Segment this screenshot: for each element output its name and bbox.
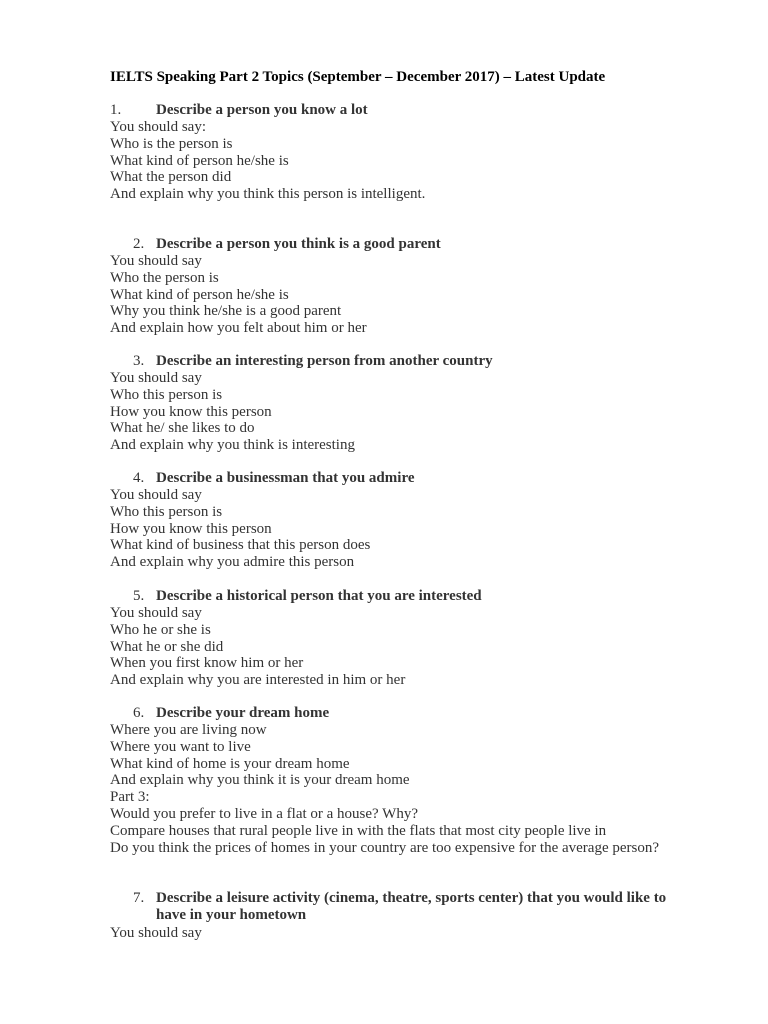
topic-heading (0, 236, 768, 253)
topic-line: What kind of person he/she is (110, 286, 289, 303)
topic-line: And explain why you think this person is intelligent. (110, 186, 426, 203)
topic-line: You should say (110, 487, 202, 503)
topic-heading (0, 705, 768, 722)
topic-line: What kind of home is your dream home (110, 755, 350, 772)
topic-line: You should say (110, 925, 202, 941)
topic-title: Describe a historical person that you are interested (156, 588, 482, 604)
topic-line: And explain why you admire this person (110, 554, 355, 571)
topic-title: Describe your dream home (156, 705, 330, 721)
topic-line: When you first know him or her (110, 655, 304, 672)
topic-line: What kind of person he/she is (110, 152, 289, 169)
topic-number: 2. (133, 236, 145, 252)
topic-title: Describe a person you know a lot (156, 102, 368, 118)
topic-heading (0, 353, 768, 370)
topic-line: You should say: (110, 119, 206, 135)
topic-number: 6. (133, 705, 145, 721)
topic-line: Why you think he/she is a good parent (110, 303, 342, 320)
topic-line: Who is the person is (110, 135, 233, 152)
topic-title: Describe a leisure activity (cinema, theatre, sports center) that you would like to have in your hometown (156, 890, 667, 923)
topic-line: What the person did (110, 169, 232, 186)
topic-1 (0, 102, 768, 203)
topic-line: You should say (110, 253, 202, 269)
topic-line: Where you want to live (110, 738, 251, 755)
topic-line: And explain why you think it is your dream home (110, 772, 410, 789)
topic-heading (0, 470, 768, 487)
topic-heading (0, 588, 768, 605)
topic-line: And explain why you are interested in him or her (110, 672, 406, 689)
topic-title: Describe an interesting person from another country (156, 353, 493, 369)
topic-number: 1. (110, 102, 122, 118)
topic-number: 3. (133, 353, 145, 369)
topic-line: Who the person is (110, 269, 219, 286)
topic-line: Would you prefer to live in a flat or a house? Why? (110, 805, 418, 822)
page-title: IELTS Speaking Part 2 Topics (September – December 2017) – Latest Update (110, 69, 606, 85)
topic-line: You should say (110, 370, 202, 386)
topic-line: Who this person is (110, 503, 223, 520)
topic-line: You should say (110, 605, 202, 621)
topic-heading (0, 890, 768, 925)
topic-line: What kind of business that this person does (110, 537, 371, 554)
topic-7 (0, 890, 768, 942)
topic-title: Describe a businessman that you admire (156, 470, 415, 486)
topic-line: Who he or she is (110, 621, 211, 638)
topic-line: And explain how you felt about him or her (110, 320, 367, 337)
topic-5 (0, 588, 768, 689)
topic-line: How you know this person (110, 520, 272, 537)
topic-line: What he or she did (110, 638, 224, 655)
topic-line: How you know this person (110, 403, 272, 420)
topic-line: Where you are living now (110, 722, 267, 738)
topic-line: And explain why you think is interesting (110, 437, 355, 454)
topic-number: 5. (133, 588, 145, 604)
topic-heading (0, 102, 768, 119)
topic-line: What he/ she likes to do (110, 420, 255, 437)
topic-line: Who this person is (110, 386, 223, 403)
topic-4 (0, 470, 768, 571)
topic-line: Do you think the prices of homes in your country are too expensive for the average person? (110, 839, 659, 856)
topic-number: 7. (133, 890, 145, 906)
topic-2 (0, 236, 768, 337)
topic-line: Part 3: (110, 789, 150, 806)
topic-6 (0, 705, 768, 856)
topic-number: 4. (133, 470, 145, 486)
topic-3 (0, 353, 768, 454)
topic-title: Describe a person you think is a good parent (156, 236, 441, 252)
topic-line: Compare houses that rural people live in with the flats that most city people live in (110, 822, 607, 839)
